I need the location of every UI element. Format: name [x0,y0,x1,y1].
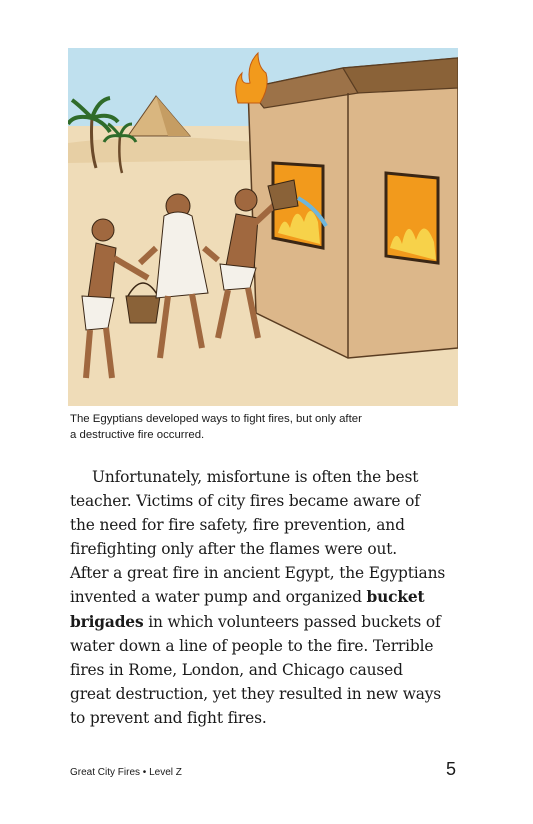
book-title-footer: Great City Fires • Level Z [70,767,182,778]
body-line: Unfortunately, misfortune is often the best [92,468,419,486]
body-line: fires in Rome, London, and Chicago caused [70,660,403,679]
burning-building [236,53,458,358]
glossary-term-bucket: bucket [366,588,425,607]
body-paragraph [70,465,480,730]
body-line: After a great fire in ancient Egypt, the Egyptians [70,564,446,583]
caption-line-2: a destructive fire occurred. [70,429,205,441]
body-line: water down a line of people to the fire. Terrible [70,636,434,655]
body-line: the need for fire safety, fire prevention, and [70,516,405,535]
caption-line-1: The Egyptians developed ways to fight fires, but only after [70,413,362,425]
body-line: firefighting only after the flames were out. [70,540,398,559]
body-line: teacher. Victims of city fires became aware of [70,492,420,511]
figure-caption [70,411,450,443]
illustration-svg [68,48,458,406]
body-line: great destruction, yet they resulted in new ways [70,684,442,703]
body-text-span: in which volunteers passed buckets of [143,612,441,631]
body-text-span: invented a water pump and organized [70,588,367,607]
egypt-fire-illustration [68,48,458,406]
body-line [70,610,480,634]
page-number: 5 [446,759,457,779]
glossary-term-brigades: brigades [70,612,144,631]
body-line [70,585,480,609]
body-line: to prevent and fight fires. [70,708,267,727]
